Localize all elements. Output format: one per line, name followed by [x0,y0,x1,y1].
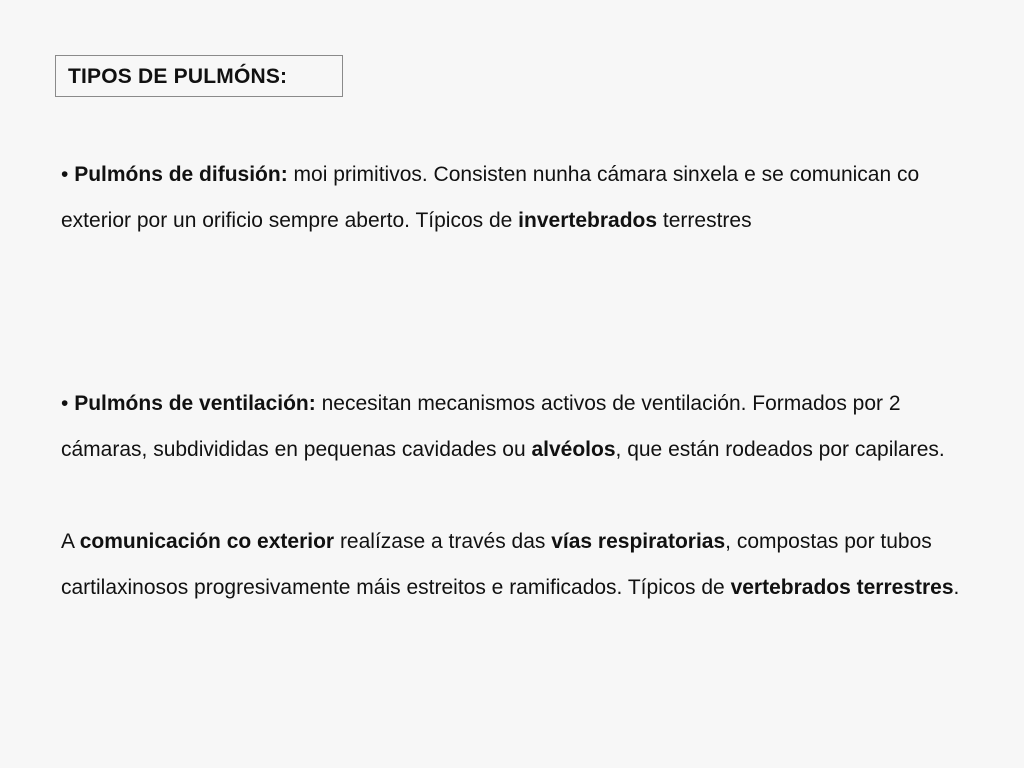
ventilation-text-1: necesitan mecanismos activos de ventilación. Formados por 2 cámaras, subdivididas en pequenas cavidades ou [61,392,901,461]
ventilation-text-2: , que están rodeados por capilares. [615,438,945,461]
ventilation-strong-1: alvéolos [531,438,616,461]
ventilation-heading: Pulmóns de ventilación: [74,392,316,415]
communication-strong-1: comunicación co exterior [79,530,335,553]
bullet: • [61,392,69,415]
ventilation-paragraph [61,381,981,473]
title-box [55,55,343,97]
diffusion-paragraph [61,152,981,244]
diffusion-strong-1: invertebrados [518,209,658,232]
page-title: TIPOS DE PULMÓNS: [68,65,288,88]
communication-text-3: , compostas por tubos cartilaxinosos progresivamente máis estreitos e ramificados. Típicos de [61,530,932,599]
communication-text-2: realízase a través das [334,530,552,553]
diffusion-text-1: moi primitivos. Consisten nunha cámara sinxela e se comunican co exterior por un orificio sempre aberto. Típicos de [61,163,920,232]
diffusion-heading: Pulmóns de difusión: [74,163,288,186]
diffusion-text-2: terrestres [657,209,752,232]
communication-strong-2: vías respiratorias [551,530,726,553]
bullet: • [61,163,69,186]
communication-text-1: A [61,530,80,553]
communication-paragraph [61,519,981,611]
communication-text-4: . [953,576,960,599]
communication-strong-3: vertebrados terrestres [730,576,954,599]
